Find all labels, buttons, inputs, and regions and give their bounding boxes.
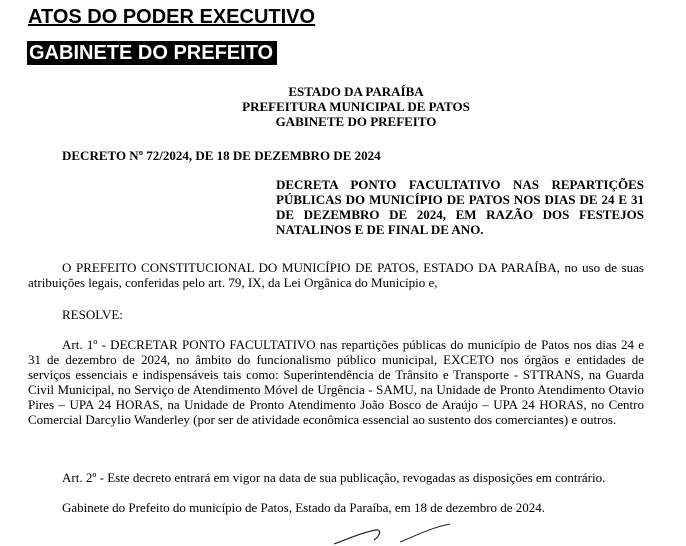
letterhead: [0, 84, 686, 129]
section-title: ATOS DO PODER EXECUTIVO: [28, 6, 316, 28]
letterhead-state: ESTADO DA PARAÍBA: [288, 84, 424, 99]
decree-resolve: RESOLVE:: [62, 307, 123, 322]
signature-stroke: [330, 520, 490, 546]
letterhead-municipality: PREFEITURA MUNICIPAL DE PATOS: [242, 99, 470, 114]
decree-article-2: Art. 2º - Este decreto entrará em vigor na data de sua publicação, revogadas as disposições em contrário.: [62, 470, 606, 485]
decree-title: DECRETO Nº 72/2024, DE 18 DE DEZEMBRO DE 2024: [62, 148, 381, 163]
decree-ementa: DECRETA PONTO FACULTATIVO NAS REPARTIÇÕES PÚBLICAS DO MUNICÍPIO DE PATOS NOS DIAS DE 24 E 31 DE DEZEMBRO DE 2024, EM RAZÃO DOS FESTEJOS NATALINOS E DE FINAL DE ANO.: [276, 177, 644, 237]
decree-closing: Gabinete do Prefeito do município de Patos, Estado da Paraíba, em 18 de dezembro de 2024.: [62, 500, 546, 515]
letterhead-office: GABINETE DO PREFEITO: [275, 114, 437, 129]
decree-preamble: O PREFEITO CONSTITUCIONAL DO MUNICÍPIO DE PATOS, ESTADO DA PARAÍBA, no uso de suas atribuições legais, conferidas pelo art. 79, IX, da Lei Orgânica do Município e,: [28, 260, 644, 290]
decree-article-1: Art. 1º - DECRETAR PONTO FACULTATIVO nas repartições públicas do município de Patos nos dias 24 e 31 de dezembro de 2024, no âmbito do funcionalismo público municipal, EXCETO nos órgãos e entidades de serviços essenciais e indispensáveis tais como: Superintendência de Trânsito e Transporte - STTRANS, na Guarda Civil Municipal, no Serviço de Atendimento Móvel de Urgência - SAMU, na Unidade de Pronto Atendimento Otavio Pires – UPA 24 HORAS, na Unidade de Pronto Atendimento João Bosco de Araújo – UPA 24 HORAS, no Centro Comercial Darcylio Wanderley (por ser de atividade econômica essencial ao sustento dos comerciantes) e outros.: [28, 337, 644, 427]
subsection-title-banner: GABINETE DO PREFEITO: [27, 41, 277, 65]
